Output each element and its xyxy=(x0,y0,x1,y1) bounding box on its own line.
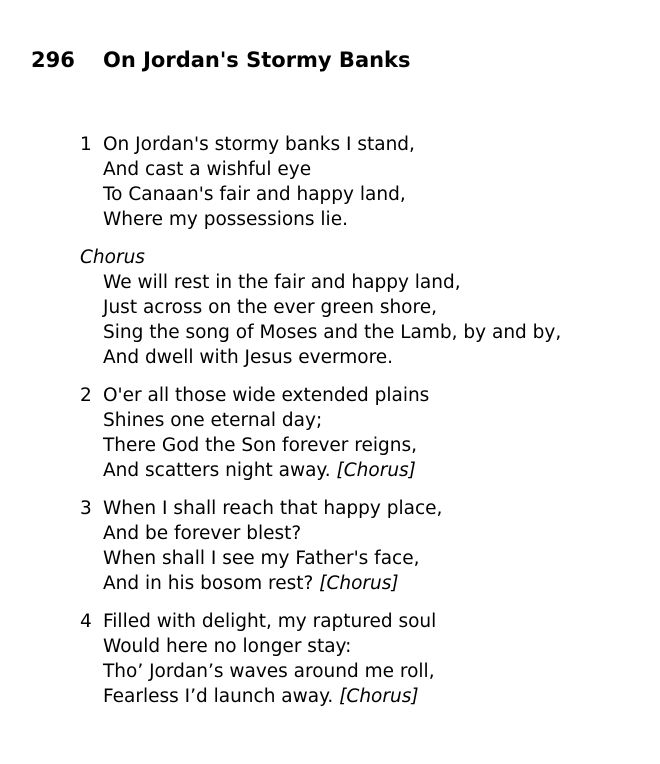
verse-line-text: And scatters night away. xyxy=(103,460,331,481)
verse-line: Where my possessions lie. xyxy=(103,209,348,230)
verse-2 xyxy=(80,383,561,483)
verse-3 xyxy=(80,496,561,596)
hymn-number: 296 xyxy=(31,48,75,72)
verse-line-last xyxy=(103,458,561,483)
verse-line: On Jordan's stormy banks I stand, xyxy=(103,134,415,155)
verse-number: 3 xyxy=(80,498,92,519)
verse-line-last xyxy=(103,684,561,709)
verse-line: When shall I see my Father's face, xyxy=(103,548,420,569)
verse-1 xyxy=(80,132,561,232)
chorus-ref: [Chorus] xyxy=(336,460,416,481)
chorus-ref: [Chorus] xyxy=(319,573,399,594)
verse-4 xyxy=(80,609,561,709)
hymn-title: On Jordan's Stormy Banks xyxy=(103,48,411,72)
chorus xyxy=(80,245,561,370)
verse-line: O'er all those wide extended plains xyxy=(103,385,430,406)
chorus-label: Chorus xyxy=(80,247,145,268)
hymn-header xyxy=(31,48,411,72)
verse-number: 2 xyxy=(80,385,92,406)
verse-line-last xyxy=(103,571,561,596)
verse-line-text: And in his bosom rest? xyxy=(103,573,314,594)
verse-number: 1 xyxy=(80,134,92,155)
verse-line: To Canaan's fair and happy land, xyxy=(103,184,406,205)
chorus-line: Sing the song of Moses and the Lamb, by and by, xyxy=(103,322,562,343)
verse-line: There God the Son forever reigns, xyxy=(103,435,417,456)
verse-line: Would here no longer stay: xyxy=(103,636,352,657)
verse-line: Tho’ Jordan’s waves around me roll, xyxy=(103,661,435,682)
chorus-line: We will rest in the fair and happy land, xyxy=(103,272,461,293)
verse-line: Filled with delight, my raptured soul xyxy=(103,611,437,632)
chorus-ref: [Chorus] xyxy=(339,686,419,707)
chorus-line: And dwell with Jesus evermore. xyxy=(103,347,394,368)
verse-number: 4 xyxy=(80,611,92,632)
verse-line: And be forever blest? xyxy=(103,523,302,544)
chorus-line: Just across on the ever green shore, xyxy=(103,297,437,318)
verse-line-text: Fearless I’d launch away. xyxy=(103,686,334,707)
verse-line: And cast a wishful eye xyxy=(103,159,312,180)
verse-line: When I shall reach that happy place, xyxy=(103,498,443,519)
verse-line: Shines one eternal day; xyxy=(103,410,323,431)
hymn-body xyxy=(80,132,561,722)
